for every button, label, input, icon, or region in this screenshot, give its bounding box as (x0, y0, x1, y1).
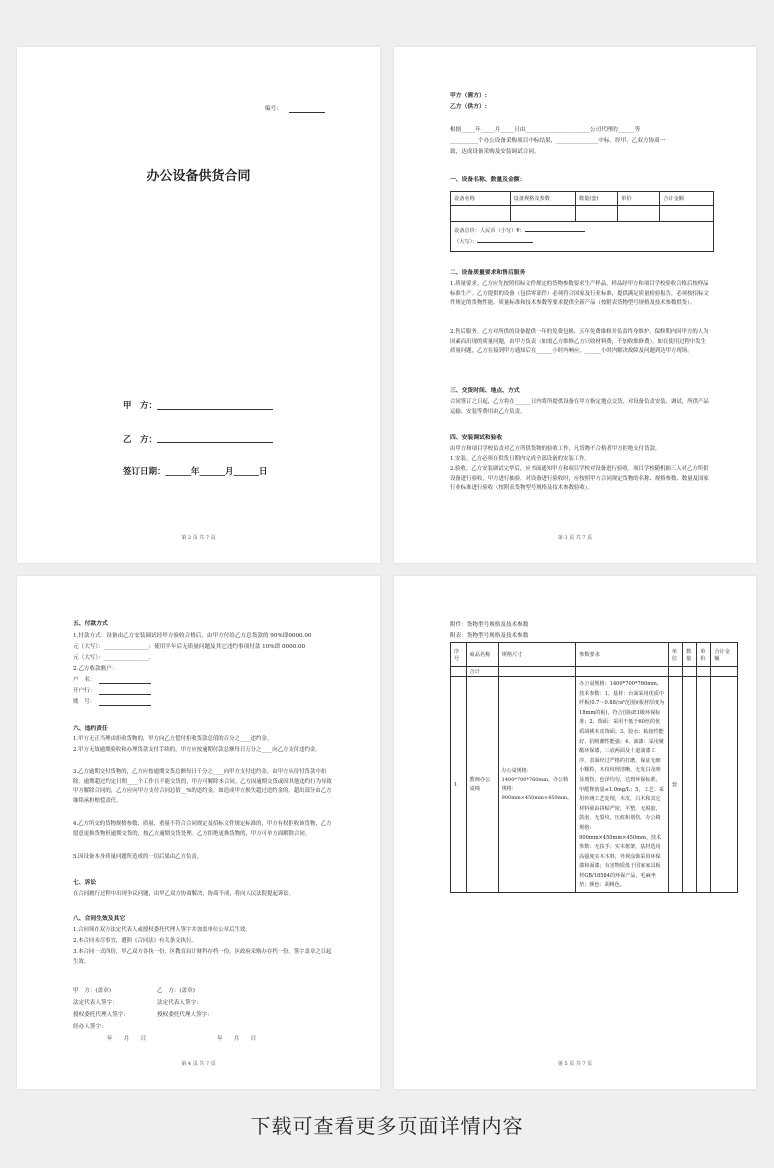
schedule-title: 附表：货物型号规格及技术参数 (450, 633, 529, 639)
page-footer: 第 4 页 共 7 页 (181, 1061, 216, 1067)
total-uppercase-label: （大写）： (454, 238, 478, 245)
section-heading: 七、诉讼 (73, 880, 97, 886)
party-a-label: 甲 方： (123, 401, 158, 411)
table-header: 数量(套) (575, 192, 617, 206)
table-header: 单位 (668, 643, 682, 667)
table-header: 设备名称 (451, 192, 511, 206)
sign-date: 签订日期：______年______月______日 (123, 467, 268, 477)
paragraph: 合同签订之日起，乙方将在______日内将所提供设备在甲方指定地点交货，对设备负责安装、调试，所供产品运输、安装等费用由乙方负责。 (450, 399, 709, 415)
product-params: 办公桌规格：1400*700*760mm。技术参数：1、基材：台面采用优质中纤板(0.7～0.88/㎝³范围)(板材厚度为18mm的板)，符合国标E1级环保标准；2、饰面：采用不低于60丝的优质胡桃木皮饰面；3、胶水：粘接性能好、抗吸潮性能强；4、油漆：采用聚酯环保漆，三底两面及十道油漆工序，表面经过严格的打磨，保证无细小颗粒，木纹纹理清晰，无发白及明显划伤，色泽均匀，达到环保标准，甲醛释放量≤1.0mg/L；5、工艺：采用传统工艺处理，木皮、白木和其它材料须由拼贴严密，平整，无脱胶，鼓泡，无裂纹，压痕和划伤。办公椅规格：900mm×450mm×450mm。技术参数：无扶手；实木框架，基材选用高强度实木木料，外观涂饰采用环保漆和面漆；有害物质低于国家家具板材GB/18584的环保产品，毛麻坐垫；颜色：胡桃色。 (576, 677, 669, 893)
paragraph: 3.乙方逾期交付货物的，乙方应按逾期交货总额每日千分之____向甲方支付违约金，由甲方从待付货款中扣除。逾期超过约定日期____个工作日不能交货的，甲方可解除本合同。乙方因逾期交货或因其他违约行为导致甲方解除合同的，乙方应向甲方支付合同总值__%的违约金，如造成甲方损失超过违约金的，超出部分由乙方继续承担赔偿责任。 (73, 769, 332, 804)
table-header: 序号 (451, 643, 467, 667)
account-name-blank (99, 683, 151, 684)
table-header: 规格尺寸 (498, 643, 575, 667)
party-a-heading: 甲方（需方）: (450, 93, 487, 99)
payment-line: 1.付款方式：设备由乙方安装调试经甲方验收合格后，由甲方付给乙方总货款的 90%即0000.00 (73, 633, 312, 639)
payment-line: 元（大写）：________________。 (73, 655, 155, 661)
paragraph: 2.售后服务。乙方对所供的设备提供一年的免费包换、五年免费维修并负责终身维护。保修期内因甲方的人为因素而出现的质量问题，由甲方负责（如需乙方维修乙方只收材料费，不加收维修费）。如在使用过程中发生质量问题，乙方在接到甲方通知后在______小时内响应，______小时内解决故障及问题到达甲方现场。 (450, 329, 709, 355)
contract-page-3 (394, 47, 756, 563)
handler-label: 经办人签字： (73, 1024, 107, 1030)
page-footer: 第 5 页 共 7 页 (557, 1061, 593, 1067)
table-header: 合计金额 (660, 192, 714, 206)
section-heading: 一、设备名称、数量及金额： (450, 177, 526, 183)
paragraph: 1.安装。乙方必须在供货日期内完成全部设备的安装工作。 (450, 456, 590, 462)
spec-table (450, 642, 738, 893)
download-caption: 下载可查看更多页面详情内容 (250, 1114, 524, 1138)
agent-b: 授权委托代理人签字： (157, 1012, 213, 1018)
section-heading: 八、合同生效及其它 (73, 916, 126, 922)
legal-rep-b: 法定代表人签字： (157, 1000, 202, 1006)
table-header: 单价 (618, 192, 660, 206)
table-header: 单价 (697, 643, 711, 667)
page-footer: 第 3 页 共 7 页 (557, 535, 593, 541)
party-b-heading: 乙方（供方）: (450, 104, 487, 110)
paragraph: 4.乙方所交的货物规格参数、质量、重量不符合合同规定及招标文件规定标准的，甲方有权拒收该货物，乙方愿意更换货物但逾期交货的，按乙方逾期交货处理。乙方拒绝更换货物的，甲方可单方面解除合同。 (73, 821, 332, 837)
paragraph: 2.本合同未尽事宜，遵照《合同法》有关条文执行。 (73, 938, 197, 944)
section-heading: 二、设备质量要求和售后服务 (450, 270, 526, 276)
account-bank-label: 开户行： (73, 688, 96, 694)
table-header: 设备规格及参数 (510, 192, 575, 206)
table-header: 商品名称 (466, 643, 498, 667)
section-heading: 三、交货时间、地点、方式 (450, 388, 520, 394)
account-name-label: 户 名： (73, 677, 96, 683)
payment-line: 元（大写）：________________；使用半年后无质量问题及其它违约事项付款 10%即 0000.00 (73, 644, 306, 650)
signature-party-b: 乙 方：(盖章) (157, 988, 195, 994)
party-b-blank (157, 442, 273, 443)
payment-line: 2.乙方收款账户： (73, 666, 118, 672)
paragraph: 1.合同须在双方法定代表人或授权委托代理人签字并加盖单位公章后生效。 (73, 927, 251, 933)
intro-line: 致，达成设备采购及安装调试合同。 (450, 149, 540, 155)
paragraph: 2.验收。乙方安装调试完毕后，应书面通知甲方和项目学校对设备进行验收。项目学校随机抽三人对乙方所供设备进行验收，甲方进行抽验。对设备进行验收时，应按照甲方合同规定货物的名称、规格参数、数量及国家行业标准进行验收（按附表货物型号规格及技术参数验收）。 (450, 466, 709, 492)
contract-cover-page (17, 47, 380, 563)
paragraph: 在合同履行过程中出现争议问题，由甲乙双方协商解决，协商不成，将向人民法院提起诉讼。 (73, 891, 295, 897)
paragraph: 2.甲方无故逾期验收和办理货款支付手续的，甲方应按逾期付款总额每日万分之____向乙方支付违约金。 (73, 747, 321, 753)
party-a-blank (157, 409, 273, 410)
table-header: 合计金额 (711, 643, 738, 667)
legal-rep-a: 法定代表人签字： (73, 1000, 118, 1006)
contract-number-label: 编号： (265, 106, 282, 112)
contract-page-4 (17, 576, 380, 1089)
section-heading: 六、违约责任 (73, 726, 108, 732)
section-heading: 五、付款方式 (73, 621, 108, 627)
signature-party-a: 甲 方：(盖章) (73, 988, 111, 994)
row-number: 1 (451, 677, 467, 893)
account-bank-blank (99, 694, 151, 695)
equipment-table (450, 191, 714, 252)
date-a: 年 月 日 (107, 1036, 147, 1042)
subtotal-label: 合计 (466, 667, 498, 677)
total-price-cell (451, 222, 714, 252)
section-heading: 四、安装调试和验收 (450, 435, 503, 441)
paragraph: 5.因设备本身质量问题所造成的一切后果由乙方负责。 (73, 854, 203, 860)
total-lowercase-label: 设备总价：人民币（小写）¥： (454, 227, 525, 234)
account-number-blank (99, 705, 151, 706)
paragraph: 1.甲方无正当理由拒收货物的，甲方向乙方偿付拒收货款总值的百分之____违约金。 (73, 736, 273, 742)
attachment-title: 附件：货物型号规格及技术参数 (450, 622, 529, 628)
intro-line: __________个办公设备采购项目中标结果，_______________中标。经甲、乙双方协商一 (450, 138, 666, 144)
product-unit: 套 (668, 677, 682, 893)
product-name: 教师办公桌椅 (466, 677, 498, 893)
table-header: 数量 (683, 643, 697, 667)
paragraph: 3.本合同一式四份，甲乙双方各执一份，区教育局计财科存档一份，区政府采购办存档一份。签字盖章之日起生效。 (73, 949, 332, 965)
party-b-label: 乙 方： (123, 435, 158, 445)
date-b: 年 月 日 (217, 1036, 257, 1042)
table-header: 参数要求 (576, 643, 669, 667)
page-footer: 第 2 页 共 7 页 (181, 535, 216, 541)
paragraph: 1.质量要求。乙方应先按照招标文件规定的货物参数要求生产样品，样品经甲方和项目学校验收合格后按样品标准生产。乙方提供的设备（包括零部件）必须符合国家及行业标准，提供满足质量检验报告，必须按招标文件规定的货物性能、质量标准和技术参数等要求提供全新产品（按附表货物型号规格及技术参数供货）。 (450, 281, 709, 307)
paragraph: 由甲方和项目学校负责对乙方所供货物的验收工作，凡货物不合格者甲方拒绝支付货款。 (450, 446, 661, 452)
account-number-label: 账 号： (73, 699, 96, 705)
contract-number-blank (289, 112, 325, 113)
contract-title: 办公设备供货合同 (146, 169, 251, 184)
contract-page-5 (394, 576, 756, 1089)
product-size: 办公桌规格：1400*700*760mm、办公椅规格：900mm×450mm×450mm。 (498, 677, 575, 893)
intro-line: 根据_____年_____月_____日由_______________________公司代理的______等 (450, 127, 641, 133)
agent-a: 授权委托代理人签字： (73, 1012, 129, 1018)
